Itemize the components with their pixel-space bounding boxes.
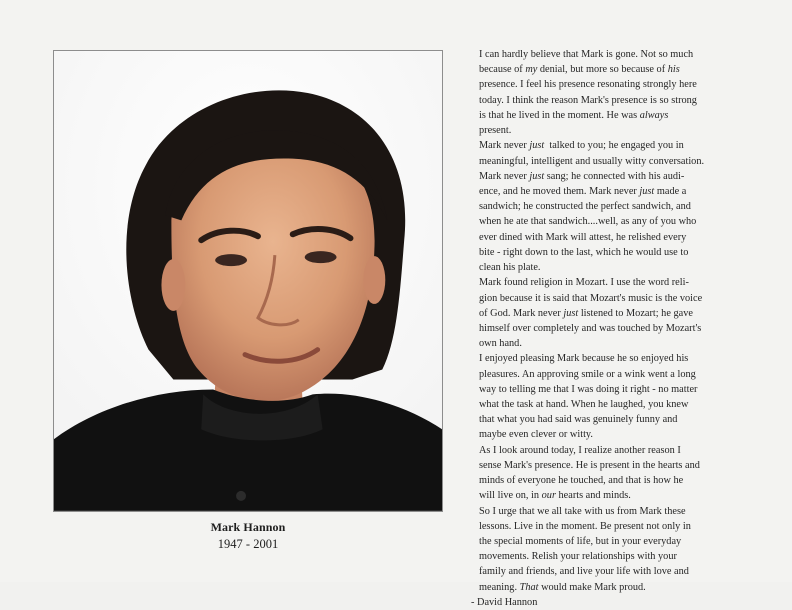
text-line: Mark never just talked to you; he engaged you in [479,140,684,152]
text-line: Mark found religion in Mozart. I use the word reli- [479,277,689,289]
text-line: that what you had said was genuinely funny and [479,414,678,426]
text-line: lessons. Live in the moment. Be present not only in [479,520,691,532]
text-line: presence. I feel his presence resonating strongly here [479,79,697,91]
eulogy-text [471,47,769,610]
portrait-photo-icon [54,51,442,511]
text-line: because of my denial, but more so because of his [479,64,680,76]
text-line: of God. Mark never just listened to Mozart; he gave [479,307,693,319]
text-line: minds of everyone he touched, and that is how he [479,475,684,487]
text-line: clean his plate. [479,262,541,274]
text-line: the special moments of life, but in your everyday [479,536,682,547]
text-line: sense Mark's presence. He is present in the hearts and [479,459,700,471]
text-line: is that he lived in the moment. He was always [479,109,669,121]
text-line: gion because it is said that Mozart's music is the voice [479,292,703,304]
photo-caption [53,519,443,552]
text-line: meaning. That would make Mark proud. [479,581,646,593]
text-line: will live on, in our hearts and minds. [479,490,631,502]
text-line: I can hardly believe that Mark is gone. Not so much [479,49,694,60]
paragraph-6 [471,504,769,595]
paragraph-5 [471,443,769,504]
text-line: pleasures. An approving smile or a wink went a long [479,368,696,380]
text-line: bite - right down to the last, which he would use to [479,246,689,258]
paragraph-4 [471,351,769,442]
text-line: ence, and he moved them. Mark never just made a [479,185,687,197]
text-line: As I look around today, I realize another reason I [479,444,681,456]
text-line: So I urge that we all take with us from Mark these [479,505,686,517]
text-line: own hand. [479,338,522,350]
paragraph-3 [471,275,769,351]
caption-years: 1947 - 2001 [217,537,279,551]
text-line: sandwich; he constructed the perfect sandwich, and [479,201,691,213]
text-line: when he ate that sandwich....well, as any of you who [479,216,697,228]
text-line: present. [479,125,512,137]
paragraph-2 [471,138,769,275]
text-line: movements. Relish your relationships with your [479,551,677,563]
text-line: way to telling me that I was doing it right - no matter [479,383,698,395]
text-line: I enjoyed pleasing Mark because he so enjoyed his [479,353,689,365]
text-line: meaningful, intelligent and usually witty conversation. [479,155,705,167]
text-line: himself over completely and was touched by Mozart's [479,322,702,334]
text-line: maybe even clever or witty. [479,429,593,441]
text-line: Mark never just sang; he connected with his audi- [479,170,685,182]
caption-name: Mark Hannon [210,520,286,534]
text-line: ever dined with Mark will attest, he relished every [479,231,687,243]
text-line: family and friends, and live your life with love and [479,566,689,578]
text-line: what the task at hand. When he laughed, you knew [479,399,689,411]
signature: - David Hannon [471,596,538,608]
portrait-photo [53,50,443,512]
paragraph-1 [471,47,769,138]
text-line: today. I think the reason Mark's presence is so strong [479,94,697,106]
